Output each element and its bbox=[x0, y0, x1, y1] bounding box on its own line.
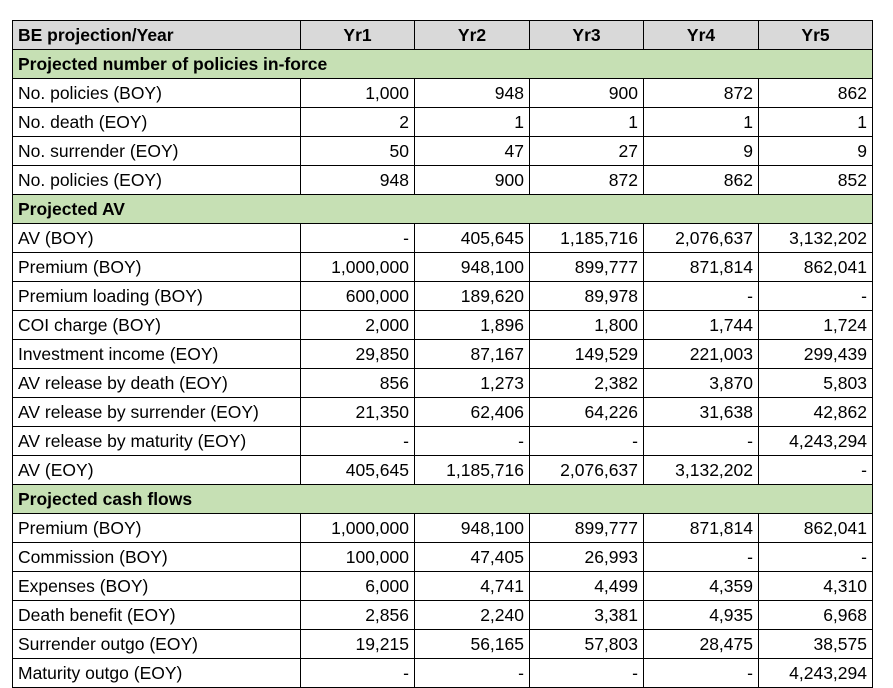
value-cell-yr4: - bbox=[644, 427, 759, 456]
header-cell-yr3: Yr3 bbox=[530, 21, 644, 50]
value-cell-yr1: 1,000 bbox=[301, 79, 415, 108]
table-row bbox=[13, 340, 873, 369]
value-cell-yr4: 3,132,202 bbox=[644, 456, 759, 485]
value-cell-yr5: 9 bbox=[759, 137, 873, 166]
table-row bbox=[13, 79, 873, 108]
value-cell-yr3: 149,529 bbox=[530, 340, 644, 369]
row-label: AV release by death (EOY) bbox=[13, 369, 301, 398]
value-cell-yr5: 6,968 bbox=[759, 601, 873, 630]
value-cell-yr2: 1 bbox=[415, 108, 530, 137]
header-cell-yr2: Yr2 bbox=[415, 21, 530, 50]
value-cell-yr2: 56,165 bbox=[415, 630, 530, 659]
value-cell-yr3: 27 bbox=[530, 137, 644, 166]
table-row bbox=[13, 137, 873, 166]
row-label: Surrender outgo (EOY) bbox=[13, 630, 301, 659]
value-cell-yr1: 2,856 bbox=[301, 601, 415, 630]
value-cell-yr4: 862 bbox=[644, 166, 759, 195]
table-row bbox=[13, 456, 873, 485]
projection-table bbox=[12, 20, 873, 688]
table-row bbox=[13, 514, 873, 543]
table-row bbox=[13, 630, 873, 659]
value-cell-yr5: - bbox=[759, 282, 873, 311]
value-cell-yr2: 4,741 bbox=[415, 572, 530, 601]
value-cell-yr5: 1 bbox=[759, 108, 873, 137]
value-cell-yr3: 26,993 bbox=[530, 543, 644, 572]
value-cell-yr1: 405,645 bbox=[301, 456, 415, 485]
value-cell-yr5: 4,310 bbox=[759, 572, 873, 601]
table-row bbox=[13, 572, 873, 601]
value-cell-yr2: 47,405 bbox=[415, 543, 530, 572]
table-row bbox=[13, 166, 873, 195]
value-cell-yr4: 28,475 bbox=[644, 630, 759, 659]
value-cell-yr3: 1,185,716 bbox=[530, 224, 644, 253]
value-cell-yr1: 21,350 bbox=[301, 398, 415, 427]
row-label: AV (BOY) bbox=[13, 224, 301, 253]
value-cell-yr2: 1,273 bbox=[415, 369, 530, 398]
value-cell-yr3: 2,076,637 bbox=[530, 456, 644, 485]
value-cell-yr3: 2,382 bbox=[530, 369, 644, 398]
value-cell-yr3: 89,978 bbox=[530, 282, 644, 311]
table-row bbox=[13, 311, 873, 340]
row-label: Premium (BOY) bbox=[13, 253, 301, 282]
value-cell-yr5: 4,243,294 bbox=[759, 659, 873, 688]
table-row bbox=[13, 659, 873, 688]
value-cell-yr5: - bbox=[759, 456, 873, 485]
value-cell-yr1: 1,000,000 bbox=[301, 514, 415, 543]
value-cell-yr3: 900 bbox=[530, 79, 644, 108]
value-cell-yr5: 1,724 bbox=[759, 311, 873, 340]
value-cell-yr5: 299,439 bbox=[759, 340, 873, 369]
section-title: Projected AV bbox=[13, 195, 873, 224]
table-row bbox=[13, 427, 873, 456]
value-cell-yr1: 19,215 bbox=[301, 630, 415, 659]
value-cell-yr5: 4,243,294 bbox=[759, 427, 873, 456]
value-cell-yr3: 872 bbox=[530, 166, 644, 195]
row-label: No. policies (EOY) bbox=[13, 166, 301, 195]
value-cell-yr1: - bbox=[301, 427, 415, 456]
value-cell-yr1: 2 bbox=[301, 108, 415, 137]
value-cell-yr4: 1,744 bbox=[644, 311, 759, 340]
value-cell-yr1: 6,000 bbox=[301, 572, 415, 601]
row-label: Maturity outgo (EOY) bbox=[13, 659, 301, 688]
value-cell-yr5: - bbox=[759, 543, 873, 572]
value-cell-yr4: 871,814 bbox=[644, 253, 759, 282]
value-cell-yr1: - bbox=[301, 659, 415, 688]
value-cell-yr5: 862,041 bbox=[759, 514, 873, 543]
header-cell-yr4: Yr4 bbox=[644, 21, 759, 50]
value-cell-yr1: 100,000 bbox=[301, 543, 415, 572]
value-cell-yr1: - bbox=[301, 224, 415, 253]
value-cell-yr4: 31,638 bbox=[644, 398, 759, 427]
row-label: Premium loading (BOY) bbox=[13, 282, 301, 311]
row-label: AV (EOY) bbox=[13, 456, 301, 485]
value-cell-yr5: 38,575 bbox=[759, 630, 873, 659]
section-title: Projected cash flows bbox=[13, 485, 873, 514]
section-header-row bbox=[13, 485, 873, 514]
row-label: Death benefit (EOY) bbox=[13, 601, 301, 630]
value-cell-yr1: 600,000 bbox=[301, 282, 415, 311]
header-cell-yr5: Yr5 bbox=[759, 21, 873, 50]
value-cell-yr2: 2,240 bbox=[415, 601, 530, 630]
value-cell-yr4: 1 bbox=[644, 108, 759, 137]
value-cell-yr5: 5,803 bbox=[759, 369, 873, 398]
table-body bbox=[13, 50, 873, 688]
value-cell-yr2: 900 bbox=[415, 166, 530, 195]
value-cell-yr2: 405,645 bbox=[415, 224, 530, 253]
section-header-row bbox=[13, 195, 873, 224]
value-cell-yr4: 2,076,637 bbox=[644, 224, 759, 253]
value-cell-yr3: 899,777 bbox=[530, 253, 644, 282]
row-label: Commission (BOY) bbox=[13, 543, 301, 572]
value-cell-yr1: 856 bbox=[301, 369, 415, 398]
table-row bbox=[13, 543, 873, 572]
table-row bbox=[13, 108, 873, 137]
value-cell-yr1: 29,850 bbox=[301, 340, 415, 369]
value-cell-yr5: 862 bbox=[759, 79, 873, 108]
row-label: AV release by maturity (EOY) bbox=[13, 427, 301, 456]
row-label: Investment income (EOY) bbox=[13, 340, 301, 369]
value-cell-yr5: 862,041 bbox=[759, 253, 873, 282]
value-cell-yr2: 1,185,716 bbox=[415, 456, 530, 485]
value-cell-yr1: 948 bbox=[301, 166, 415, 195]
section-title: Projected number of policies in-force bbox=[13, 50, 873, 79]
header-cell-yr1: Yr1 bbox=[301, 21, 415, 50]
value-cell-yr4: - bbox=[644, 543, 759, 572]
value-cell-yr4: 9 bbox=[644, 137, 759, 166]
value-cell-yr4: 221,003 bbox=[644, 340, 759, 369]
value-cell-yr3: - bbox=[530, 427, 644, 456]
value-cell-yr4: 4,935 bbox=[644, 601, 759, 630]
row-label: AV release by surrender (EOY) bbox=[13, 398, 301, 427]
table-row bbox=[13, 253, 873, 282]
value-cell-yr5: 42,862 bbox=[759, 398, 873, 427]
value-cell-yr3: 1,800 bbox=[530, 311, 644, 340]
table-row bbox=[13, 224, 873, 253]
value-cell-yr1: 50 bbox=[301, 137, 415, 166]
value-cell-yr2: - bbox=[415, 427, 530, 456]
value-cell-yr2: 948,100 bbox=[415, 514, 530, 543]
value-cell-yr1: 2,000 bbox=[301, 311, 415, 340]
value-cell-yr4: 3,870 bbox=[644, 369, 759, 398]
value-cell-yr4: 4,359 bbox=[644, 572, 759, 601]
value-cell-yr5: 852 bbox=[759, 166, 873, 195]
section-header-row bbox=[13, 50, 873, 79]
value-cell-yr2: 1,896 bbox=[415, 311, 530, 340]
table-row bbox=[13, 282, 873, 311]
table-row bbox=[13, 398, 873, 427]
value-cell-yr3: - bbox=[530, 659, 644, 688]
value-cell-yr3: 64,226 bbox=[530, 398, 644, 427]
value-cell-yr2: 47 bbox=[415, 137, 530, 166]
value-cell-yr2: 87,167 bbox=[415, 340, 530, 369]
value-cell-yr2: 62,406 bbox=[415, 398, 530, 427]
value-cell-yr4: 871,814 bbox=[644, 514, 759, 543]
value-cell-yr3: 1 bbox=[530, 108, 644, 137]
value-cell-yr3: 3,381 bbox=[530, 601, 644, 630]
row-label: No. death (EOY) bbox=[13, 108, 301, 137]
value-cell-yr2: 948 bbox=[415, 79, 530, 108]
header-cell-label: BE projection/Year bbox=[13, 21, 301, 50]
value-cell-yr5: 3,132,202 bbox=[759, 224, 873, 253]
table-row bbox=[13, 369, 873, 398]
row-label: Premium (BOY) bbox=[13, 514, 301, 543]
row-label: No. policies (BOY) bbox=[13, 79, 301, 108]
row-label: No. surrender (EOY) bbox=[13, 137, 301, 166]
row-label: COI charge (BOY) bbox=[13, 311, 301, 340]
value-cell-yr2: 948,100 bbox=[415, 253, 530, 282]
value-cell-yr1: 1,000,000 bbox=[301, 253, 415, 282]
value-cell-yr2: 189,620 bbox=[415, 282, 530, 311]
value-cell-yr2: - bbox=[415, 659, 530, 688]
value-cell-yr4: - bbox=[644, 659, 759, 688]
value-cell-yr3: 899,777 bbox=[530, 514, 644, 543]
table-row bbox=[13, 601, 873, 630]
table-header-row bbox=[13, 21, 873, 50]
value-cell-yr3: 57,803 bbox=[530, 630, 644, 659]
value-cell-yr4: 872 bbox=[644, 79, 759, 108]
value-cell-yr3: 4,499 bbox=[530, 572, 644, 601]
value-cell-yr4: - bbox=[644, 282, 759, 311]
row-label: Expenses (BOY) bbox=[13, 572, 301, 601]
